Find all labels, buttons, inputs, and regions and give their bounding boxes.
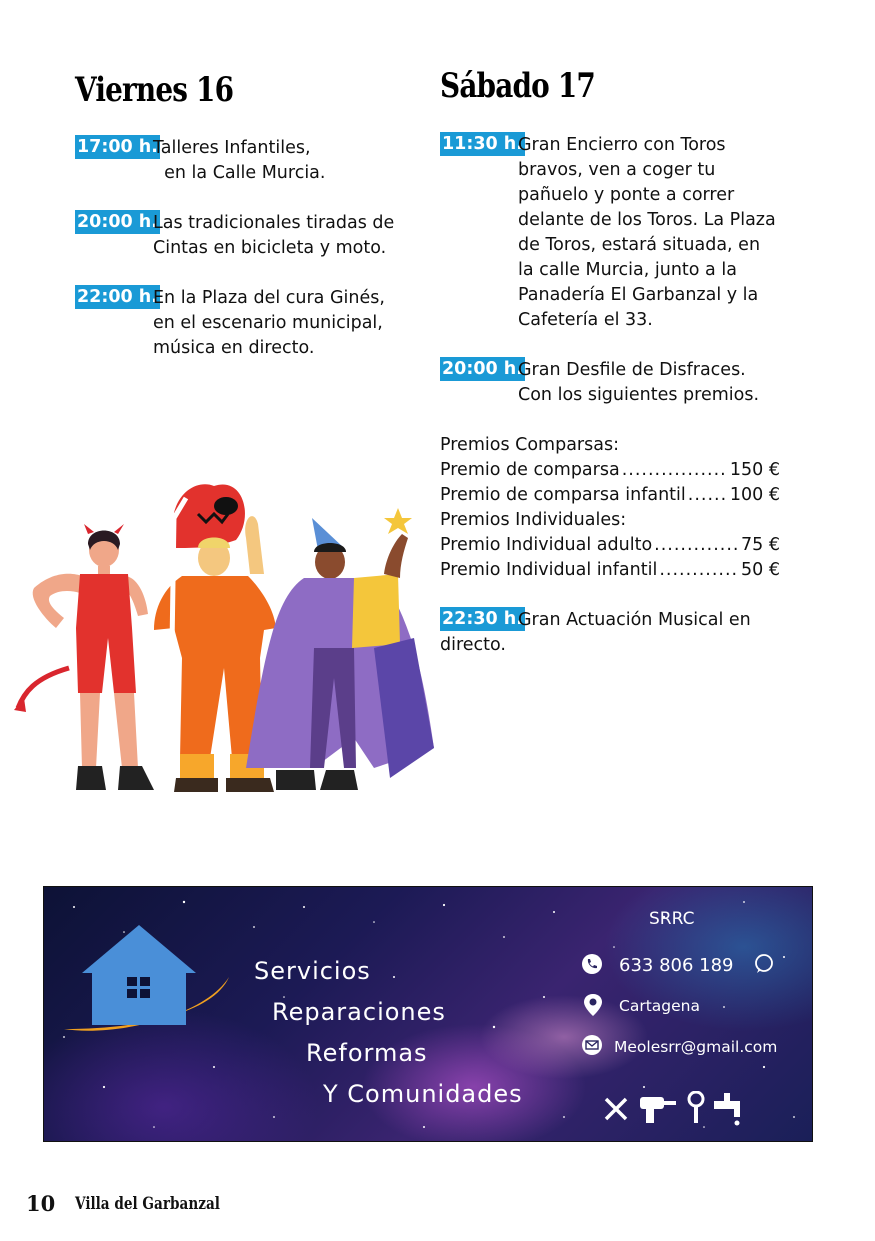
saturday-title: Sábado 17 xyxy=(440,66,595,106)
event-line: En la Plaza del cura Ginés, xyxy=(153,288,385,308)
event-line: en el escenario municipal, xyxy=(153,313,383,333)
dot-leader xyxy=(654,533,739,558)
event-line: Cintas en bicicleta y moto. xyxy=(153,238,387,258)
time-badge: 22:00 h. xyxy=(77,287,158,307)
friday-event-3 xyxy=(75,285,415,360)
time-badge: 22:30 h. xyxy=(442,609,523,629)
prize-list xyxy=(440,433,780,583)
event-line: pañuelo y ponte a correr xyxy=(518,185,735,205)
dot-leader xyxy=(622,458,728,483)
time-badge: 20:00 h. xyxy=(442,359,523,379)
event-line: delante de los Toros. La Plaza xyxy=(518,210,776,230)
ad-brand: SRRC xyxy=(649,909,695,929)
event-line: Cafetería el 33. xyxy=(518,310,653,330)
faucet-icon xyxy=(712,1089,748,1129)
time-badge: 11:30 h. xyxy=(442,134,523,154)
dot-leader xyxy=(688,483,728,508)
event-line: en la Calle Murcia. xyxy=(153,163,326,183)
event-line: Talleres Infantiles, xyxy=(153,138,311,158)
prize-label: Premio de comparsa infantil xyxy=(440,485,686,505)
ad-service-line: Y Comunidades xyxy=(323,1080,523,1108)
phone-icon xyxy=(581,953,603,975)
dot-leader xyxy=(659,558,739,583)
event-line: Gran Encierro con Toros xyxy=(518,135,726,155)
drill-icon xyxy=(638,1093,678,1125)
publication-name: Villa del Garbanzal xyxy=(75,1194,220,1214)
prize-amount: 100 € xyxy=(729,485,780,505)
event-line-continuation: directo. xyxy=(440,635,506,655)
advertisement-banner xyxy=(43,886,813,1142)
ad-service-line: Reformas xyxy=(306,1039,428,1067)
prize-label: Premio de comparsa xyxy=(440,460,620,480)
ad-service-line: Servicios xyxy=(254,957,371,985)
ad-city: Cartagena xyxy=(619,997,700,1015)
event-line: Gran Actuación Musical en xyxy=(518,610,751,630)
whatsapp-icon xyxy=(753,953,775,975)
event-line: bravos, ven a coger tu xyxy=(518,160,716,180)
prize-amount: 50 € xyxy=(741,560,780,580)
prize-row xyxy=(440,458,780,483)
prize-label: Premio Individual adulto xyxy=(440,535,653,555)
ad-service-line: Reparaciones xyxy=(272,998,446,1026)
prize-row xyxy=(440,558,780,583)
costume-characters-illustration xyxy=(14,478,434,796)
event-line: Con los siguientes premios. xyxy=(518,385,760,405)
prize-group-heading: Premios Comparsas: xyxy=(440,435,619,455)
tools-icon xyxy=(602,1095,630,1123)
saturday-event-1 xyxy=(440,132,785,332)
friday-event-2 xyxy=(75,210,415,260)
event-line: de Toros, estará situada, en xyxy=(518,235,761,255)
event-line: Panadería El Garbanzal y la xyxy=(518,285,759,305)
event-line: música en directo. xyxy=(153,338,315,358)
prize-amount: 75 € xyxy=(741,535,780,555)
location-pin-icon xyxy=(583,993,603,1017)
time-badge: 20:00 h. xyxy=(77,212,158,232)
prize-amount: 150 € xyxy=(729,460,780,480)
house-icon xyxy=(54,917,254,1037)
saturday-event-3 xyxy=(440,607,785,659)
time-badge: 17:00 h. xyxy=(77,137,158,157)
page-number: 10 xyxy=(26,1191,56,1216)
ad-phone: 633 806 189 xyxy=(619,955,734,976)
saturday-event-2 xyxy=(440,357,785,407)
event-line: Gran Desfile de Disfraces. xyxy=(518,360,746,380)
mail-icon xyxy=(581,1034,603,1056)
friday-event-1 xyxy=(75,135,415,185)
prize-individual-heading: Premios Individuales: xyxy=(440,510,627,530)
prize-row xyxy=(440,483,780,508)
event-line: Las tradicionales tiradas de xyxy=(153,213,395,233)
prize-row xyxy=(440,533,780,558)
prize-label: Premio Individual infantil xyxy=(440,560,658,580)
event-line: la calle Murcia, junto a la xyxy=(518,260,737,280)
wrench-icon xyxy=(684,1091,708,1125)
ad-email: Meolesrr@gmail.com xyxy=(614,1038,778,1056)
friday-title: Viernes 16 xyxy=(75,70,234,110)
